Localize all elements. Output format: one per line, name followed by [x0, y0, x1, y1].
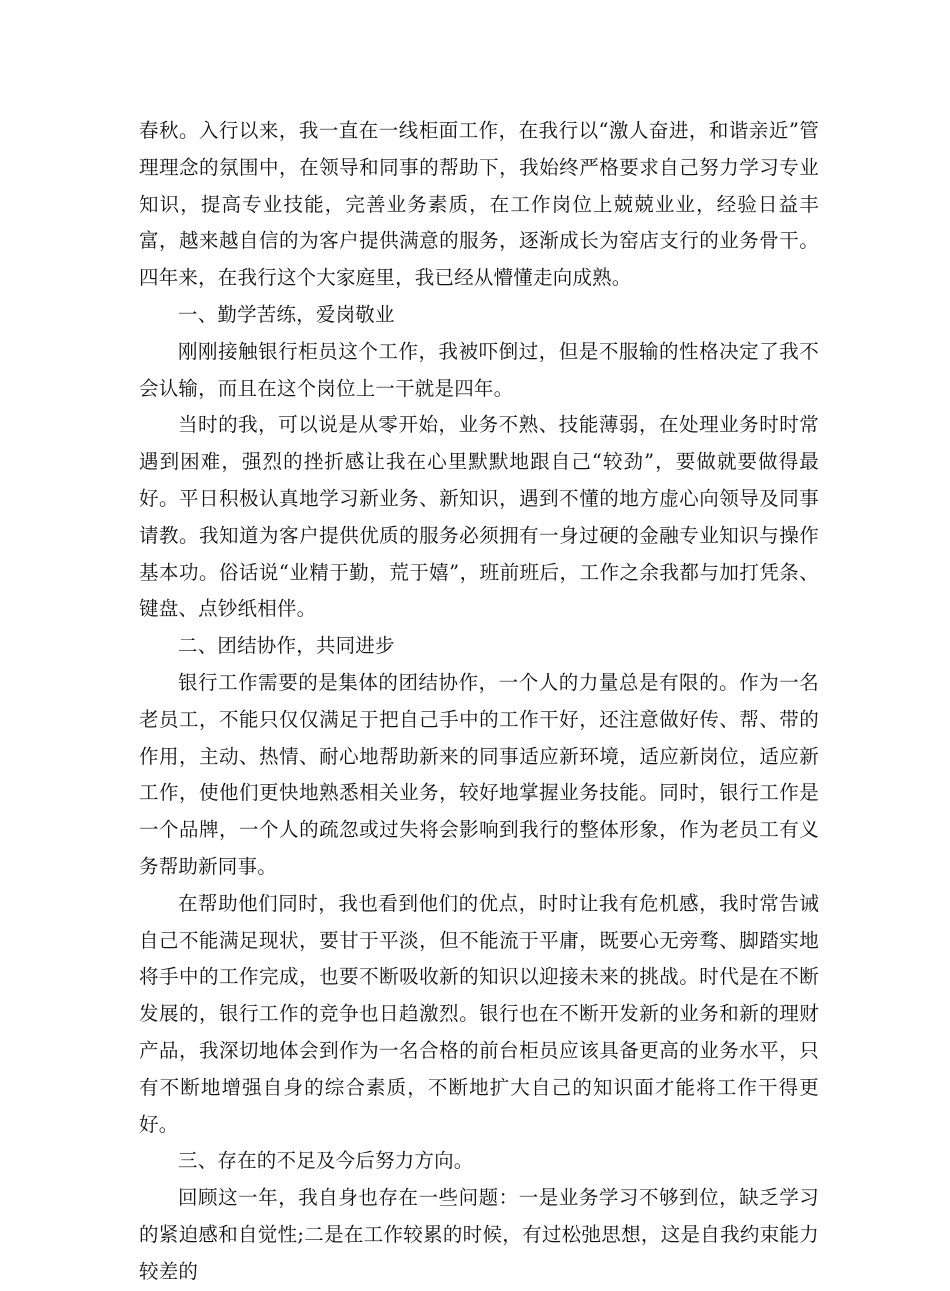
- paragraph-intro: 春秋。入行以来，我一直在一线柜面工作，在我行以“激人奋进，和谐亲近”管理理念的氛围中，在领导和同事的帮助下，我始终严格要求自己努力学习专业知识，提高专业技能，完善业务素质，在工作岗位上兢兢业业，经验日益丰富，越来越自信的为客户提供满意的服务，逐渐成长为窑店支行的业务骨干。四年来，在我行这个大家庭里，我已经从懵懂走向成熟。: [139, 119, 819, 290]
- paragraph-2-a: 银行工作需要的是集体的团结协作，一个人的力量总是有限的。作为一名老员工，不能只仅仅满足于把自己手中的工作干好，还注意做好传、帮、带的作用，主动、热情、耐心地帮助新来的同事适应新环境，适应新岗位，适应新工作，使他们更快地熟悉相关业务，较好地掌握业务技能。同时，银行工作是一个品牌，一个人的疏忽或过失将会影响到我行的整体形象，作为老员工有义务帮助新同事。: [139, 670, 819, 878]
- paragraph-1-b: 当时的我，可以说是从零开始，业务不熟、技能薄弱，在处理业务时时常遇到困难，强烈的挫折感让我在心里默默地跟自己“较劲”，要做就要做得最好。平日积极认真地学习新业务、新知识，遇到不懂的地方虚心向领导及同事请教。我知道为客户提供优质的服务必须拥有一身过硬的金融专业知识与操作基本功。俗话说“业精于勤，荒于嬉”，班前班后，工作之余我都与加打凭条、键盘、点钞纸相伴。: [139, 413, 819, 621]
- section-heading-3: 三、存在的不足及今后努力方向。: [178, 1149, 474, 1173]
- section-heading-1: 一、勤学苦练，爱岗敬业: [178, 302, 395, 326]
- paragraph-1-a: 刚刚接触银行柜员这个工作，我被吓倒过，但是不服输的性格决定了我不会认输，而且在这个岗位上一干就是四年。: [139, 339, 819, 400]
- paragraph-3-a: 回顾这一年，我自身也存在一些问题：一是业务学习不够到位，缺乏学习的紧迫感和自觉性;二是在工作较累的时候，有过松弛思想，这是自我约束能力较差的: [139, 1186, 819, 1283]
- paragraph-2-b: 在帮助他们同时，我也看到他们的优点，时时让我有危机感，我时常告诫自己不能满足现状，要甘于平淡，但不能流于平庸，既要心无旁骛、脚踏实地将手中的工作完成，也要不断吸收新的知识以迎接未来的挑战。时代是在不断发展的，银行工作的竞争也日趋激烈。银行也在不断开发新的业务和新的理财产品，我深切地体会到作为一名合格的前台柜员应该具备更高的业务水平，只有不断地增强自身的综合素质，不断地扩大自己的知识面才能将工作干得更好。: [139, 891, 819, 1136]
- document-body: [139, 113, 819, 1291]
- section-heading-2: 二、团结协作，共同进步: [178, 634, 395, 658]
